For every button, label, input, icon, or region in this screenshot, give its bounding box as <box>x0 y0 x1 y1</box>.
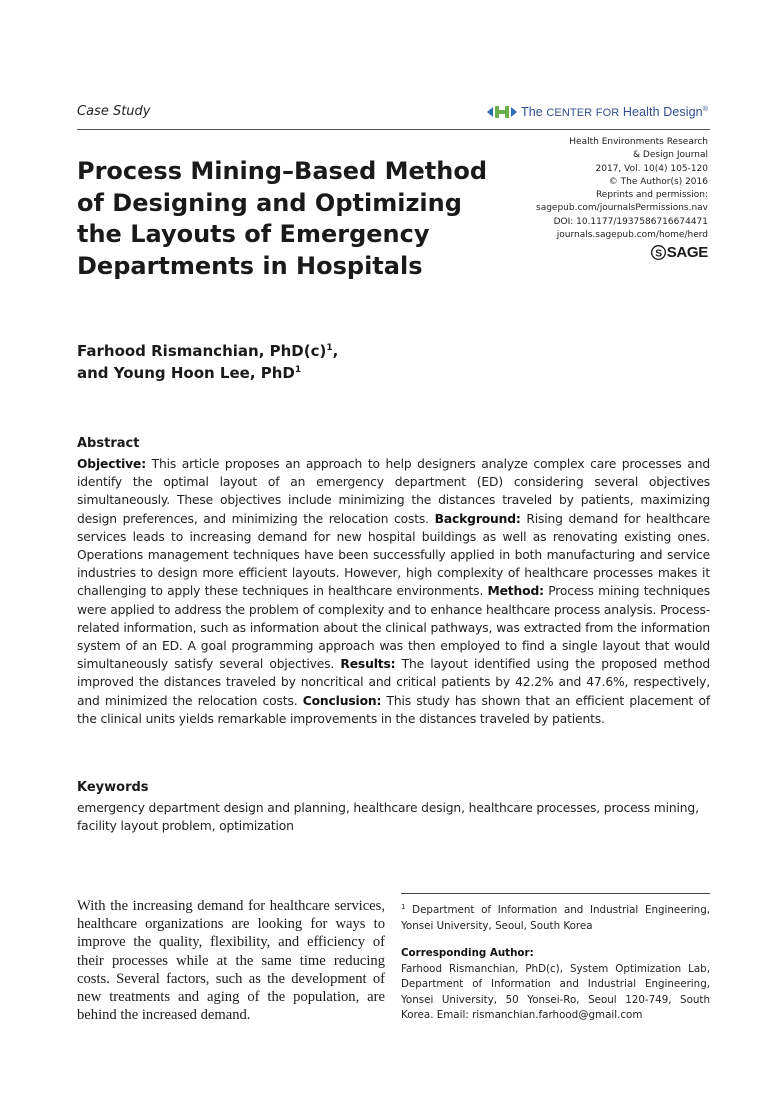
method-label: Method: <box>487 584 544 599</box>
author-email-link[interactable]: rismanchian.farhood@gmail.com <box>472 1009 643 1021</box>
corresponding-author-details: Farhood Rismanchian, PhD(c), System Optimization Lab, Department of Information and Industrial Engineering, Yonsei University, 50 Yonsei-Ro, Seoul 120-749, South Korea. Email: rismanchian.farhood@gmail.com <box>401 962 710 1021</box>
brand-name: The CENTER FOR Health Design® <box>520 105 708 119</box>
author-1: Farhood Rismanchian, $PhD(c)^1$, <box>77 342 339 360</box>
section-label: Case Study <box>77 104 151 119</box>
results-label: Results: <box>340 657 396 672</box>
body-paragraph: With the increasing demand for healthcare services, healthcare organizations are looking for ways to improve the quality, flexibility, and efficiency of their processes while at the same time reducing costs. Several factors, such as the development of new treatments and aging of the population, are behind the increased demand. <box>77 898 385 1024</box>
footnotes <box>401 903 710 1024</box>
conclusion-label: Conclusion: <box>302 693 382 708</box>
permissions-link[interactable]: sagepub.com/journalsPermissions.nav <box>536 203 708 214</box>
results-text: The layout identified using the proposed method improved the distances traveled by noncritical and critical patients by 42.2% and 47.6%, respectively, and minimized the relocation costs. <box>77 657 711 708</box>
objective-label: Objective: <box>77 457 146 471</box>
journal-brand <box>487 104 708 120</box>
sage-logo <box>651 244 708 261</box>
background-label: Background: <box>434 511 521 526</box>
footnote-rule <box>401 893 710 894</box>
corresponding-author-heading: Corresponding Author: <box>401 947 534 959</box>
copyright: © The Author(s) 2016 <box>608 176 708 187</box>
background-text: Rising demand for healthcare services leads to increasing demand for new hospital buildings as well as renovating existing ones. Operations management techniques have been successfully applied in both manufacturing and service industries to design more efficient layouts. However, high complexity of healthcare processes makes it challenging to apply these techniques in healthcare environments. <box>77 511 710 599</box>
reprints-label: Reprints and permission: <box>595 190 708 201</box>
sage-mark-icon <box>651 245 666 260</box>
keywords-heading: Keywords <box>77 780 149 795</box>
svg-text:S: S <box>654 248 662 260</box>
header-rule <box>77 129 710 130</box>
author-list <box>77 340 338 384</box>
objective-text: This article proposes an approach to help designers analyze complex care processes and identify the optimal layout of an emergency department (ED) considering several objectives simultaneously. These objectives include minimizing the distances traveled by patients, maximizing design preferences, and minimizing the relocation costs. <box>77 457 710 526</box>
doi[interactable]: DOI: 10.1177/1937586716674471 <box>553 216 708 227</box>
sage-wordmark: SAGE <box>666 244 708 261</box>
article-title: Process Mining–Based Method of Designing and Optimizing the Layouts of Emergency Departments in Hospitals <box>77 157 488 280</box>
journal-name: Health Environments Research <box>569 137 708 147</box>
keywords-list: emergency department design and planning, healthcare design, healthcare processes, process mining, facility layout problem, optimization <box>77 801 699 834</box>
abstract-body <box>77 455 710 728</box>
abstract-heading: Abstract <box>77 436 140 451</box>
journal-name-cont: & Design Journal <box>633 150 708 161</box>
journal-homepage-link[interactable]: journals.sagepub.com/home/herd <box>556 230 708 241</box>
affiliation-note: $^1$ Department of Information and Industrial Engineering, Yonsei University, Seoul, South Korea <box>401 903 711 932</box>
journal-meta <box>488 136 708 242</box>
author-2: and Young Hoon Lee, PhD$^1$ <box>77 364 302 382</box>
conclusion-text: This study has shown that an efficient placement of the clinical units yields remarkable improvements in the distances traveled by patients. <box>77 693 711 726</box>
center-for-health-design-logo-icon <box>487 104 517 120</box>
method-text: Process mining techniques were applied to address the problem of complexity and to enhance healthcare process analysis. Process-related information, such as information about the clinical pathways, was extracted from the information system of an ED. A goal programming approach was then employed to find a single layout that would simultaneously satisfy several objectives. <box>77 584 710 672</box>
journal-volume: 2017, Vol. 10(4) 105-120 <box>595 163 708 174</box>
